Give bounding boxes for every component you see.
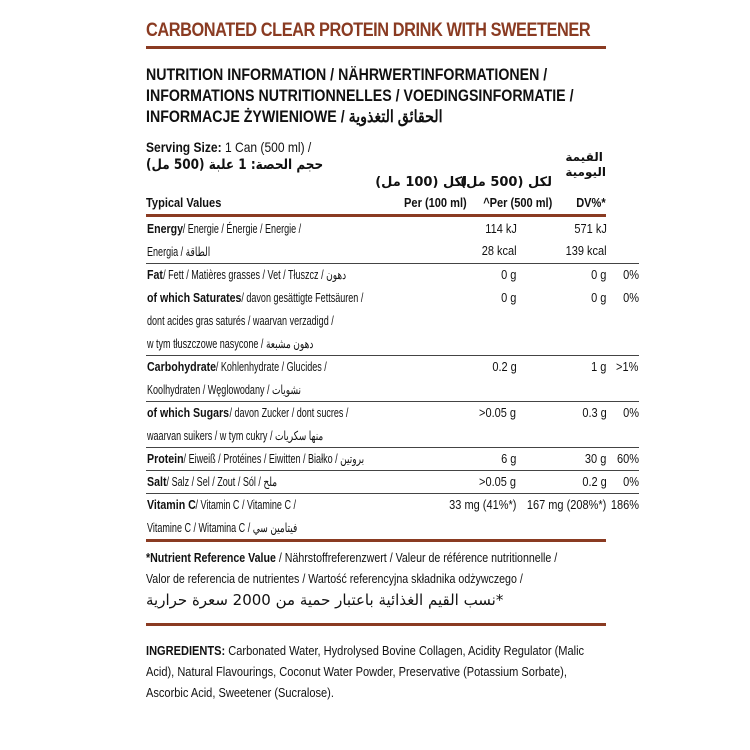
nutrient-description — [146, 217, 440, 240]
daily-value: 0% — [622, 405, 639, 420]
value-per-100ml: >0.05 g — [440, 470, 516, 493]
per500-header: ^Per (500 ml) — [482, 195, 552, 210]
nutrient-translations: / davon gesättigte Fettsäuren / — [241, 290, 364, 305]
dv-header-ar: القيمة اليومية — [565, 150, 606, 179]
nutrient-description — [146, 516, 440, 539]
value-per-100ml: 28 kcal — [440, 240, 516, 263]
nutrient-description — [146, 447, 440, 470]
value-per-500ml: 30 g — [516, 447, 606, 470]
per500-header-ar: لكل (500 مل) — [460, 175, 552, 190]
value-per-500ml: 0 g — [591, 267, 607, 282]
value-per-100ml — [440, 332, 516, 355]
nutrition-table — [146, 217, 639, 539]
nutrient-description — [146, 424, 440, 447]
nutrient-translations: / Eiweiß / Protéines / Eiwitten / Białko / بروتين — [183, 452, 365, 466]
value-per-100ml: 33 mg (41%*) — [449, 497, 517, 512]
nutrient-translations: / Salz / Sel / Zout / Sól / ملح — [166, 475, 278, 489]
nutrition-row — [146, 378, 639, 401]
nutrition-row — [146, 240, 639, 263]
typical-values-header: Typical Values — [146, 195, 222, 210]
daily-value: >1% — [616, 359, 639, 374]
value-per-500ml — [516, 378, 606, 401]
nutrient-description — [146, 286, 440, 309]
daily-value: 0% — [607, 470, 639, 493]
nutrition-row — [146, 286, 639, 309]
nutrition-label — [146, 20, 639, 703]
serving-size — [146, 138, 542, 174]
nutrition-row — [146, 355, 639, 378]
daily-value: 0% — [622, 267, 639, 282]
nutrient-translations: Energia / الطاقة — [147, 244, 211, 259]
nutrition-row — [146, 263, 639, 286]
daily-value — [607, 332, 639, 355]
value-per-500ml — [516, 516, 606, 539]
nutrition-row — [146, 217, 639, 240]
value-per-100ml: 0 g — [501, 290, 517, 305]
ingredients-line3: Ascorbic Acid, Sweetener (Sucralose). — [146, 685, 334, 700]
daily-value — [607, 240, 639, 263]
value-per-500ml — [516, 309, 606, 332]
value-per-100ml — [440, 516, 516, 539]
footnote — [146, 548, 606, 611]
daily-value: 0% — [622, 290, 639, 305]
value-per-100ml: >0.05 g — [479, 405, 517, 420]
value-per-500ml: 0 g — [591, 290, 607, 305]
nutrient-description — [146, 263, 440, 286]
nutrient-translations: w tym tłuszczowe nasycone / دهون مشبعة — [147, 336, 314, 351]
value-per-500ml — [516, 332, 606, 355]
nutrient-translations: Vitamine C / Witamina C / فيتامين سي — [147, 521, 298, 535]
nutrition-row — [146, 332, 639, 355]
nutrition-row — [146, 516, 639, 539]
value-per-100ml: 0 g — [501, 267, 517, 282]
value-per-500ml: 0.3 g — [582, 405, 607, 420]
dv-header: DV%* — [576, 195, 606, 210]
value-per-500ml — [516, 424, 606, 447]
ingredients-line2: Acid), Natural Flavourings, Coconut Water Powder, Preservative (Potassium Sorbate), — [146, 664, 567, 679]
value-per-100ml — [440, 424, 516, 447]
nutrition-row — [146, 447, 639, 470]
nutrient-name: of which Sugars — [147, 405, 230, 420]
heading-line: NUTRITION INFORMATION / NÄHRWERTINFORMATIONEN / — [146, 66, 548, 84]
daily-value — [607, 309, 639, 332]
nutrition-row — [146, 493, 639, 516]
ingredients-label: INGREDIENTS: — [146, 643, 226, 658]
nutrient-description — [146, 240, 440, 263]
value-per-500ml: 167 mg (208%*) — [527, 497, 607, 512]
nutrient-name: Carbohydrate — [147, 359, 217, 374]
daily-value — [607, 424, 639, 447]
nutrient-translations: / Fett / Matières grasses / Vet / Tłuszcz / دهون — [162, 268, 346, 283]
heading-line: INFORMATIONS NUTRITIONNELLES / VOEDINGSINFORMATIE / — [146, 87, 574, 105]
nutrient-translations: dont acides gras saturés / waarvan verzadigd / — [147, 313, 334, 328]
nutrient-name: Energy — [147, 221, 184, 236]
value-per-500ml: 0.2 g — [516, 470, 606, 493]
title-divider — [146, 46, 606, 49]
value-per-100ml — [440, 378, 516, 401]
value-per-500ml: 139 kcal — [516, 240, 606, 263]
nutrient-description — [146, 493, 440, 516]
nutrition-row — [146, 424, 639, 447]
heading-line: INFORMACJE ŻYWIENIOWE / الحقائق التغذوية — [146, 108, 443, 126]
value-per-100ml: 0.2 g — [491, 359, 517, 374]
footnote-line1: / Nährstoffreferenzwert / Valeur de référence nutritionnelle / — [275, 551, 558, 565]
value-per-100ml: 114 kJ — [484, 221, 517, 236]
nutrient-name: Fat — [147, 268, 163, 283]
nutrition-row — [146, 309, 639, 332]
nutrient-translations: / davon Zucker / dont sucres / — [229, 405, 349, 420]
value-per-500ml: 571 kJ — [574, 221, 607, 236]
nutrient-description — [146, 355, 440, 378]
table-bottom-divider — [146, 539, 606, 542]
nutrition-heading — [146, 65, 574, 128]
nutrient-name: Salt — [147, 475, 167, 489]
nutrition-row — [146, 401, 639, 424]
footnote-bold: *Nutrient Reference Value — [146, 551, 276, 565]
serving-label: Serving Size: — [146, 139, 222, 155]
daily-value — [607, 516, 639, 539]
ingredients-divider — [146, 623, 606, 626]
nutrient-name: Vitamin C — [147, 497, 196, 512]
value-per-500ml: 1 g — [591, 359, 607, 374]
nutrition-row — [146, 470, 639, 493]
nutrient-translations: / Kohlenhydrate / Glucides / — [216, 359, 328, 374]
value-per-100ml — [440, 309, 516, 332]
nutrient-translations: Koolhydraten / Węglowodany / نشويات — [147, 382, 302, 397]
nutrient-translations: / Vitamin C / Vitamine C / — [195, 497, 297, 512]
per100-header: Per (100 ml) — [404, 195, 467, 210]
per100-header-ar: لكل (100 مل) — [375, 175, 467, 190]
nutrient-name: Protein — [147, 452, 184, 466]
daily-value: 60% — [607, 447, 639, 470]
footnote-line2: Valor de referencia de nutrientes / Wartość referencyjna składnika odżywczego / — [146, 572, 523, 586]
nutrient-name: of which Saturates — [147, 290, 242, 305]
serving-value: 1 Can (500 ml) / — [221, 139, 312, 155]
daily-value — [607, 378, 639, 401]
nutrient-description — [146, 378, 440, 401]
serving-arabic: حجم الحصة: 1 علبة (500 مل) — [146, 157, 324, 173]
nutrient-translations: / Energie / Énergie / Energie / — [183, 221, 302, 236]
nutrient-description — [146, 332, 440, 355]
nutrient-description — [146, 470, 440, 493]
nutrient-description — [146, 401, 440, 424]
value-per-100ml: 6 g — [440, 447, 516, 470]
product-title: CARBONATED CLEAR PROTEIN DRINK WITH SWEETENER — [146, 20, 591, 41]
footnote-arabic: *نسب القيم الغذائية باعتبار حمية من 2000 سعرة حرارية — [146, 591, 504, 609]
ingredients-line1: Carbonated Water, Hydrolysed Bovine Collagen, Acidity Regulator (Malic — [225, 643, 585, 658]
nutrient-translations: waarvan suikers / w tym cukry / منها سكريات — [147, 428, 324, 443]
daily-value — [607, 217, 639, 240]
nutrient-description — [146, 309, 440, 332]
daily-value: 186% — [610, 497, 639, 512]
ingredients — [146, 640, 606, 703]
